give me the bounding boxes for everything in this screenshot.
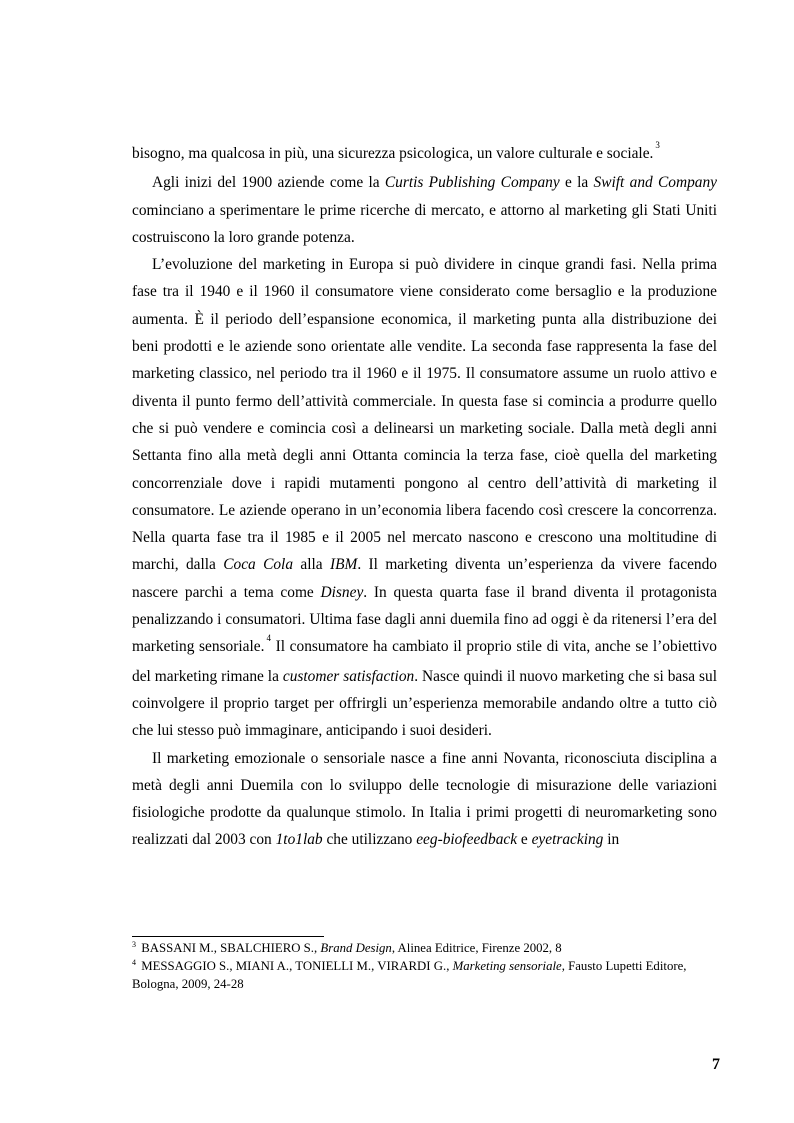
footnotes (132, 940, 722, 992)
paragraph-2: Agli inizi del 1900 aziende come la Curtis Publishing Company e la Swift and Company cominciano a sperimentare le prime ricerche di mercato, e attorno al marketing gli Stati Uniti costruiscono la loro grande potenza. (132, 174, 718, 246)
footnote-4: $^4$ MESSAGGIO S., MIANI A., TONIELLI M., VIRARDI G., Marketing sensoriale, Fausto Lupetti Editore, Bologna, 2009, 24-28 (132, 958, 687, 991)
footnote-separator (132, 936, 324, 937)
paragraph-3: L’evoluzione del marketing in Europa si può dividere in cinque grandi fasi. Nella prima fase tra il 1940 e il 1960 il consumatore viene considerato come bersaglio e la produzione aumenta. È il periodo dell’espansione economica, il marketing punta alla distribuzione dei beni prodotti e le aziende sono orientate alle vendite. La seconda fase rappresenta la fase del marketing classico, nel periodo tra il 1960 e il 1975. Il consumatore assume un ruolo attivo e diventa il punto fermo dell’attività commerciale. In questa fase si comincia a produrre quello che si può vendere e comincia così a delinearsi un marketing sociale. Dalla metà degli anni Settanta fino alla metà degli anni Ottanta comincia la terza fase, cioè quella del marketing concorrenziale dove i rapidi mutamenti pongono al centro dell’attività di marketing il consumatore. Le aziende operano in un’economia libera facendo così crescere la concorrenza. Nella quarta fase tra il 1985 e il 2005 nel mercato nascono e crescono una moltitudine di marchi, dalla Coca Cola alla IBM. Il marketing diventa un’esperienza da vivere facendo nascere parchi a tema come Disney. In questa quarta fase il brand diventa il protagonista penalizzando i consumatori. Ultima fase dagli anni duemila fino ad oggi è da ritenersi l’era del marketing sensoriale. $^4$ Il consumatore ha cambiato il proprio stile di vita, anche se l’obiettivo del marketing rimane la customer satisfaction. Nasce quindi il nuovo marketing che si basa sul coinvolgere il proprio target per offrirgli un’esperienza memorabile andando oltre a tutto ciò che lui stesso può immaginare, anticipando i suoi desideri. (132, 256, 718, 740)
footnote-3: $^3$ BASSANI M., SBALCHIERO S., Brand Design, Alinea Editrice, Firenze 2002, 8 (132, 940, 562, 955)
page-number: 7 (712, 1056, 720, 1073)
paragraph-4: Il marketing emozionale o sensoriale nasce a fine anni Novanta, riconosciuta disciplina a metà degli anni Duemila con lo sviluppo delle tecnologie di misurazione delle variazioni fisiologiche prodotte da qualunque stimolo. In Italia i primi progetti di neuromarketing sono realizzati dal 2003 con 1to1lab che utilizzano eeg-biofeedback e eyetracking in (132, 749, 717, 849)
footnote-ref-4[interactable]: 4 (266, 633, 271, 644)
footnote-ref-3[interactable]: 3 (655, 140, 660, 150)
body-text (132, 140, 717, 854)
paragraph-1: bisogno, ma qualcosa in più, una sicurezza psicologica, un valore culturale e sociale. $^3$ (132, 140, 660, 162)
